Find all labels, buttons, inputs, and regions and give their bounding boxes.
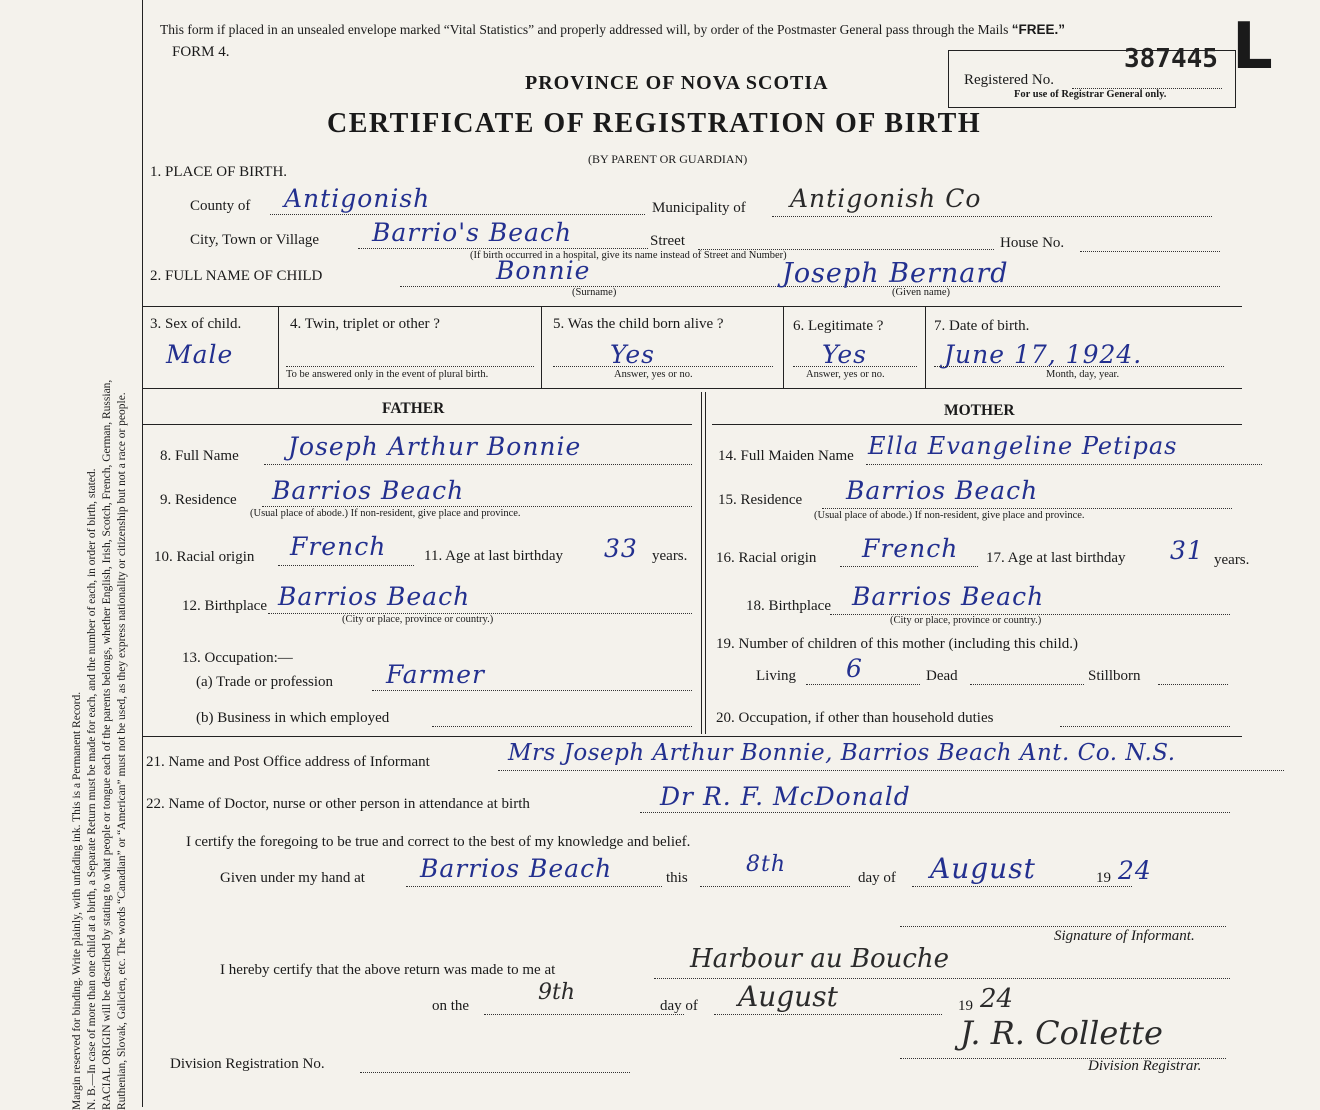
dob-note: Month, day, year. (1046, 369, 1120, 380)
cert-month-value: August (930, 852, 1036, 885)
registrar-place-line (654, 978, 1230, 979)
child-name-label: 2. FULL NAME OF CHILD (150, 268, 323, 284)
living-line (806, 684, 920, 685)
father-residence-note: (Usual place of abode.) If non-resident, give place and province. (250, 508, 521, 519)
registered-label: Registered No. (964, 72, 1054, 88)
cert-day-line (700, 886, 850, 887)
informant-line (498, 770, 1284, 771)
hospital-note: (If birth occurred in a hospital, give its name instead of Street and Number) (470, 250, 787, 261)
legitimate-line (793, 366, 917, 367)
child-surname: Bonnie (496, 256, 591, 285)
dob-value: June 17, 1924. (944, 340, 1143, 369)
father-birthplace-note: (City or place, province or country.) (342, 614, 494, 625)
row3-bottom-rule (142, 388, 1242, 389)
stillborn-label: Stillborn (1088, 668, 1141, 684)
province-heading: PROVINCE OF NOVA SCOTIA (525, 72, 829, 94)
father-name-value: Joseph Arthur Bonnie (288, 432, 582, 461)
registrar-month-value: August (738, 980, 838, 1013)
mother-name-line (866, 464, 1262, 465)
postal-notice-text: This form if placed in an unsealed envelope marked “Vital Statistics” and properly addressed will, by order of the Postmaster General pass through the Mails (160, 22, 1009, 37)
mother-race-value: French (862, 534, 959, 563)
stillborn-line (1158, 684, 1228, 685)
mother-residence-value: Barrios Beach (846, 476, 1039, 505)
doctor-line (640, 812, 1230, 813)
alive-note: Answer, yes or no. (614, 369, 693, 380)
registrar-day-line (484, 1014, 684, 1015)
side-note-1: Margin reserved for binding. Write plainly, with unfading ink. This is a Permanent Record. (71, 691, 83, 1110)
child-given-name: Joseph Bernard (782, 258, 1009, 289)
house-line (1080, 251, 1220, 252)
parents-bottom-rule (142, 736, 1242, 737)
registrar-year-prefix: 19 (958, 998, 973, 1014)
side-note-3: RACIAL ORIGIN will be described by stating to what people or tongue each of the parents belongs, whether English, Irish, Scotch, French, German, Russian, (101, 379, 113, 1110)
father-residence-value: Barrios Beach (272, 476, 465, 505)
father-trade-value: Farmer (386, 660, 485, 689)
legitimate-label: 6. Legitimate ? (793, 318, 884, 334)
city-line (358, 248, 648, 249)
house-label: House No. (1000, 235, 1065, 251)
father-trade-line (372, 690, 692, 691)
registrar-use-note: For use of Registrar General only. (1014, 89, 1167, 100)
county-label: County of (190, 198, 251, 214)
municipality-line (772, 216, 1212, 217)
row3-divider-3 (783, 306, 784, 388)
doctor-label: 22. Name of Doctor, nurse or other person in attendance at birth (146, 796, 530, 812)
father-heading-rule (142, 424, 692, 425)
twin-label: 4. Twin, triplet or other ? (290, 316, 440, 332)
free-label: “FREE.” (1011, 22, 1065, 37)
informant-label: 21. Name and Post Office address of Informant (146, 754, 430, 770)
father-name-label: 8. Full Name (160, 448, 239, 464)
mother-race-label: 16. Racial origin (716, 550, 817, 566)
mother-birthplace-note: (City or place, province or country.) (890, 615, 1042, 626)
city-value: Barrio's Beach (372, 218, 573, 247)
father-business-line (432, 726, 692, 727)
city-label: City, Town or Village (190, 232, 320, 248)
mother-heading-rule (712, 424, 1242, 425)
cert-year-prefix: 19 (1096, 870, 1111, 886)
alive-line (553, 366, 773, 367)
registrar-signature: J. R. Collette (960, 1014, 1163, 1052)
twin-note: To be answered only in the event of plural birth. (286, 369, 489, 380)
dob-line (934, 366, 1224, 367)
dead-label: Dead (926, 668, 958, 684)
legitimate-note: Answer, yes or no. (806, 369, 885, 380)
father-occupation-label: 13. Occupation:— (182, 650, 293, 666)
mother-birthplace-value: Barrios Beach (852, 582, 1045, 611)
mother-years: years. (1214, 552, 1250, 568)
division-registration-line (360, 1072, 630, 1073)
legitimate-value: Yes (822, 340, 867, 369)
mother-occupation-label: 20. Occupation, if other than household duties (716, 710, 994, 726)
mother-age-value: 31 (1170, 536, 1204, 565)
row3-divider-4 (925, 306, 926, 388)
registrar-day-of-label: day of (660, 998, 698, 1014)
form-number: FORM 4. (172, 44, 230, 60)
father-heading: FATHER (382, 400, 445, 417)
registrar-text: I hereby certify that the above return was made to me at (220, 962, 556, 978)
mother-residence-label: 15. Residence (718, 492, 803, 508)
informant-signature-line (900, 926, 1226, 927)
father-birthplace-value: Barrios Beach (278, 582, 471, 611)
dob-label: 7. Date of birth. (934, 318, 1030, 334)
registrar-year-value: 24 (980, 984, 1014, 1014)
dead-line (970, 684, 1084, 685)
division-registrar-label: Division Registrar. (1088, 1058, 1202, 1074)
municipality-label: Municipality of (652, 200, 746, 216)
mother-age-label: 17. Age at last birthday (986, 550, 1126, 566)
doctor-value: Dr R. F. McDonald (660, 782, 911, 811)
row3-top-rule (142, 306, 1242, 307)
alive-value: Yes (610, 340, 655, 369)
father-race-line (278, 565, 414, 566)
parents-divider-b (705, 392, 706, 734)
registrar-day-value: 9th (538, 980, 576, 1005)
mother-occupation-line (1060, 726, 1230, 727)
mother-race-line (840, 566, 978, 567)
father-age-label: 11. Age at last birthday (424, 548, 563, 564)
division-registration-label: Division Registration No. (170, 1056, 325, 1072)
surname-caption: (Surname) (572, 287, 617, 298)
given-place-value: Barrios Beach (420, 854, 613, 883)
informant-signature-label: Signature of Informant. (1054, 928, 1195, 944)
cert-year-value: 24 (1118, 856, 1152, 885)
postal-notice (160, 22, 1065, 38)
certify-text: I certify the foregoing to be true and correct to the best of my knowledge and belief. (186, 834, 691, 850)
municipality-value: Antigonish Co (790, 184, 982, 213)
street-label: Street (650, 233, 685, 249)
informant-value: Mrs Joseph Arthur Bonnie, Barrios Beach Ant. Co. N.S. (508, 740, 1176, 766)
father-birthplace-label: 12. Birthplace (182, 598, 267, 614)
corner-mark: L (1232, 10, 1273, 84)
given-caption: (Given name) (892, 287, 951, 298)
father-residence-label: 9. Residence (160, 492, 237, 508)
side-note-4: Ruthenian, Slovak, Galicien, etc. The words “Canadian” or “American” must not be used, as they express nationality or citizenship but not a race or people. (116, 392, 128, 1110)
mother-birthplace-label: 18. Birthplace (746, 598, 831, 614)
given-under-label: Given under my hand at (220, 870, 365, 886)
father-race-label: 10. Racial origin (154, 549, 255, 565)
mother-residence-note: (Usual place of abode.) If non-resident, give place and province. (814, 510, 1085, 521)
side-notes (70, 30, 130, 1110)
certificate-subtitle: (BY PARENT OR GUARDIAN) (588, 152, 748, 166)
twin-line (286, 366, 534, 367)
father-business-label: (b) Business in which employed (196, 710, 390, 726)
margin-rule (142, 0, 143, 1107)
cert-day-of-label: day of (858, 870, 896, 886)
father-years: years. (652, 548, 688, 564)
mother-name-label: 14. Full Maiden Name (718, 448, 854, 464)
father-name-line (264, 464, 692, 465)
father-residence-line (262, 506, 692, 507)
father-race-value: French (290, 532, 387, 561)
place-heading: 1. PLACE OF BIRTH. (150, 164, 288, 180)
county-line (270, 214, 645, 215)
living-value: 6 (846, 654, 863, 683)
registrar-place-value: Harbour au Bouche (690, 944, 950, 974)
mother-children-label: 19. Number of children of this mother (including this child.) (716, 636, 1079, 652)
registrar-month-line (714, 1014, 942, 1015)
living-label: Living (756, 668, 796, 684)
row3-divider-2 (541, 306, 542, 388)
cert-day-value: 8th (746, 852, 787, 877)
mother-name-value: Ella Evangeline Petipas (868, 432, 1178, 460)
father-age-value: 33 (604, 534, 638, 563)
this-label: this (666, 870, 688, 886)
on-the-label: on the (432, 998, 470, 1014)
mother-residence-line (822, 508, 1232, 509)
given-place-line (406, 886, 662, 887)
father-trade-label: (a) Trade or profession (196, 674, 334, 690)
side-note-2: N. B.—In case of more than one child at a birth, a Separate Return must be made for each, and the number of each, in order of birth, stated. (86, 468, 98, 1110)
certificate-title: CERTIFICATE OF REGISTRATION OF BIRTH (327, 108, 982, 139)
row3-divider-1 (278, 306, 279, 388)
sex-value: Male (166, 340, 234, 369)
county-value: Antigonish (284, 184, 431, 213)
registered-number: 387445 (1124, 44, 1218, 74)
alive-label: 5. Was the child born alive ? (553, 316, 724, 332)
mother-heading: MOTHER (944, 402, 1015, 419)
sex-label: 3. Sex of child. (150, 316, 242, 332)
parents-divider-a (701, 392, 702, 734)
